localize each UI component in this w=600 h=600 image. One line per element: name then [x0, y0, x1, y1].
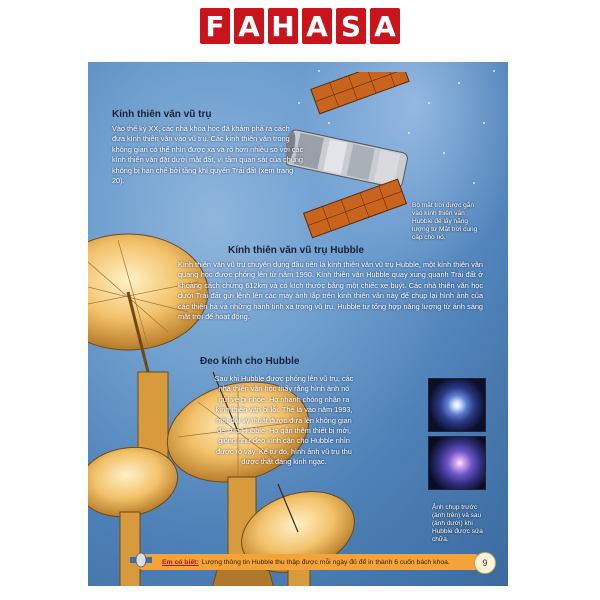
fahasa-logo [200, 8, 400, 44]
logo-letter: F [200, 8, 230, 44]
satellite-caption: Bộ mặt trời được gắn vào kính thiên văn Hubble để lấy năng lượng từ Mặt trời cung cấp cho nó. [412, 202, 478, 241]
did-you-know-label: Em có biết: [162, 558, 199, 566]
section-text-space-telescope: Vào thế kỷ XX, các nhà khoa học đã khám phá ra cách đưa kính thiên văn vào vũ trụ. Các kính thiên văn trong không gian có thể nhìn được xa và rõ hơn nhiều so với các kính thiên văn đặt dưới mặt đất, vì tầm quan sát của chúng không bị hạn chế bởi tầng khí quyển Trái đất (xem trang 20). [112, 124, 304, 186]
section-heading-hubble: Kính thiên văn vũ trụ Hubble [228, 245, 365, 256]
logo-letter: S [336, 8, 366, 44]
satellite-mini-icon [128, 549, 154, 571]
logo-letter: H [268, 8, 298, 44]
section-text-glasses-for-hubble: Sau khi Hubble được phóng lên vũ trụ, các nhà thiên văn học thấy rằng hình ảnh nó gửi về bị nhòe. Họ nhanh chóng nhận ra kính thiên văn bị lỗi. Thế là vào năm 1993, một đội kỹ thuật được đưa lên không gian để sửa Hubble. Họ gắn thêm thiết bị mới, giống như đeo kính cận cho Hubble nhìn được rõ vậy. Kể từ đó, hình ảnh vũ trụ thu được thật đáng kinh ngạc. [214, 374, 354, 467]
did-you-know-bar [136, 554, 482, 570]
did-you-know-text: Lượng thông tin Hubble thu thập được mỗi ngày đủ để in thành 6 cuốn bách khoa. [201, 558, 450, 566]
logo-letter: A [302, 8, 332, 44]
section-heading-glasses-for-hubble: Đeo kính cho Hubble [200, 356, 300, 367]
book-page [88, 62, 508, 586]
section-heading-space-telescope: Kính thiên văn vũ trụ [112, 109, 212, 120]
logo-letter: A [234, 8, 264, 44]
logo-letter: A [370, 8, 400, 44]
section-text-hubble: Kính thiên văn vũ trụ chuyên dụng đầu tiên là kính thiên văn vũ trụ Hubble, một kính thiên văn quang học được phóng lên từ năm 1990. Kính thiên văn Hubble quay xung quanh Trái đất ở khoảng cách chừng 612km và có kích thước bằng một chiếc xe buýt. Các nhà thiên văn học dưới Trái đất gửi lệnh lên các máy ảnh lắp trên kính thiên văn này để chụp lại hình ảnh của các thiên hà và những hành tinh xa trong vũ trụ. Hubble tự tổng hợp năng lượng từ ánh sáng mặt trời để hoạt động. [178, 260, 483, 322]
galaxy-photo-before [428, 378, 486, 432]
galaxy-caption: Ảnh chụp trước (ảnh trên) và sau (ảnh dưới) khi Hubble được sửa chữa. [432, 504, 483, 543]
page-number: 9 [474, 552, 496, 574]
galaxy-photo-after [428, 436, 486, 490]
